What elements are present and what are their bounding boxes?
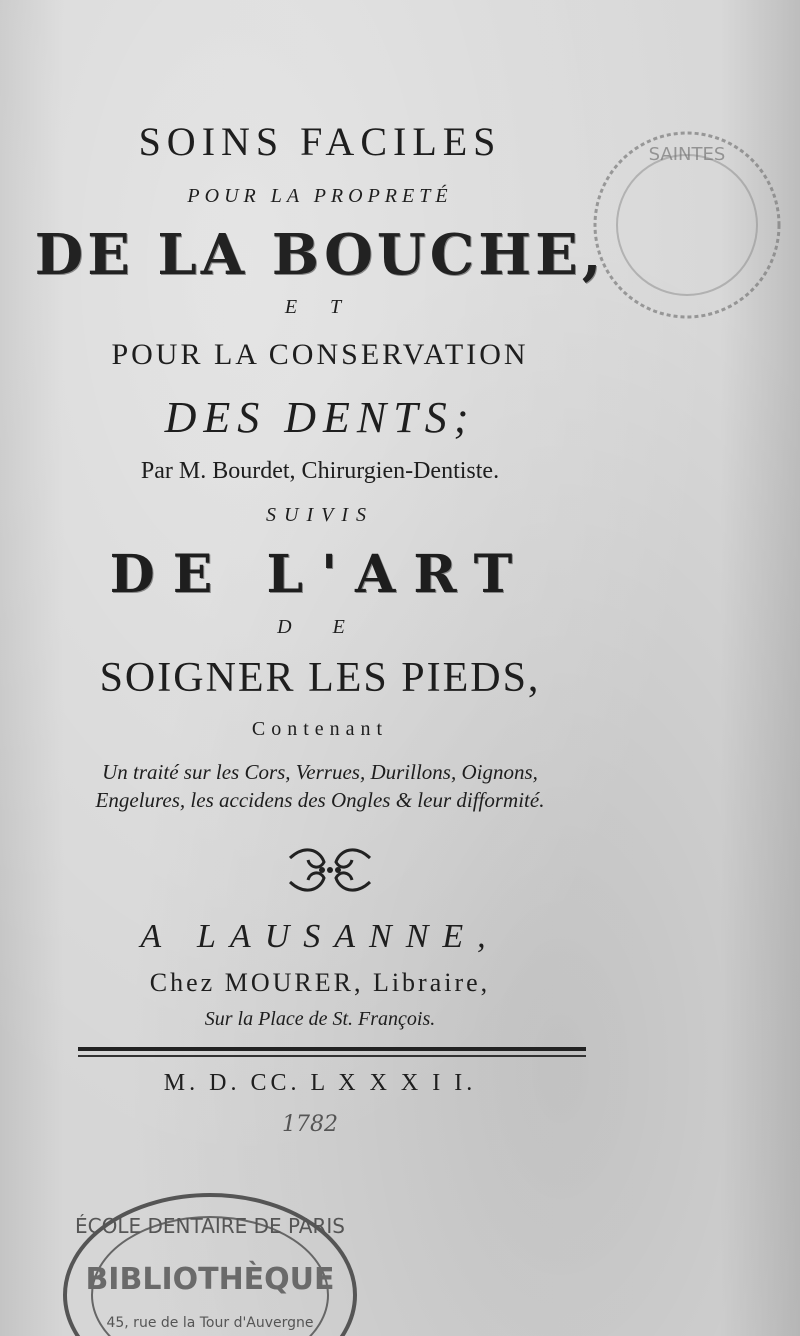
double-rule-bottom [78, 1055, 586, 1057]
title-line-conservation: POUR LA CONSERVATION [111, 338, 529, 371]
library-stamp-bottom [55, 1185, 365, 1336]
stamp-bottom-bottom-text: 45, rue de la Tour d'Auvergne [106, 1315, 314, 1331]
description-line-1: Un traité sur les Cors, Verrues, Durillons, Oignons, [102, 760, 538, 784]
stamp-bottom-top-text: ÉCOLE DENTAIRE DE PARIS [75, 1214, 345, 1238]
author-line: Par M. Bourdet, Chirurgien-Dentiste. [140, 458, 500, 484]
handwritten-year: 1782 [282, 1112, 338, 1137]
title-line-contenant: Contenant [251, 718, 389, 740]
double-rule-top [78, 1047, 586, 1051]
title-line-pour: POUR LA PROPRETÉ [187, 185, 453, 207]
imprint-address: Sur la Place de St. François. [204, 1008, 436, 1030]
printer-ornament-icon [280, 840, 380, 898]
title-line-suivis: SUIVIS [266, 504, 374, 526]
stamp-bottom-mid-text: BIBLIOTHÈQUE [85, 1262, 335, 1297]
description-line-2: Engelures, les accidens des Ongles & leur difformité. [95, 788, 545, 812]
imprint-date: M. D. CC. L X X X I I. [163, 1070, 477, 1096]
title-line-et: E T [284, 296, 356, 318]
title-line-art: DE L'ART [109, 544, 531, 605]
title-line-pieds: SOIGNER LES PIEDS, [99, 655, 541, 701]
imprint-publisher: Chez MOURER, Libraire, [149, 968, 491, 997]
title-line-de: D E [277, 616, 363, 638]
imprint-city: A LAUSANNE, [140, 918, 500, 955]
title-line-soins: SOINS FACILES [138, 119, 502, 164]
title-line-dents: DES DENTS; [164, 393, 476, 442]
title-line-bouche: DE LA BOUCHE, [34, 222, 606, 288]
stamp-top-text: SAINTES [648, 144, 726, 165]
